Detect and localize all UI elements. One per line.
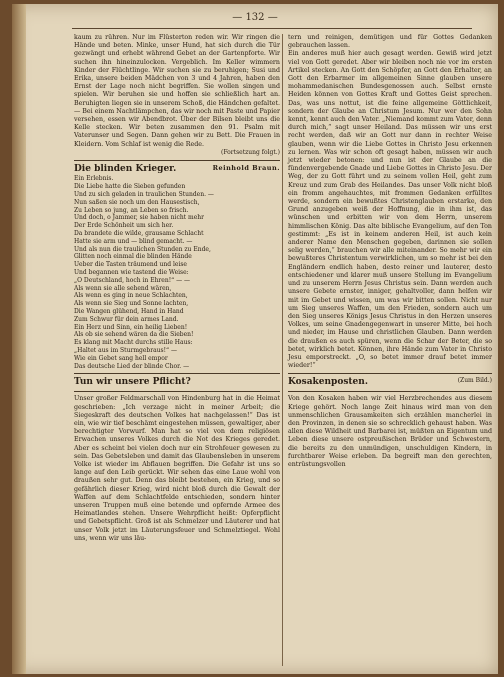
left-column (74, 34, 280, 543)
poem-line: Als ob sie sehend wären da die Sieben! (74, 331, 194, 339)
poem-line: Und zu sich geladen in traulichen Stunden. — (74, 191, 214, 199)
poem-line: Wie ein Gebet sang hell empor (74, 354, 168, 362)
poem-line: Und doch, o Jammer, sie haben nicht mehr (74, 214, 204, 222)
body-paragraph: tern und reinigen, demütigen und für Gottes Gedanken gebrauchen lassen. (288, 34, 492, 50)
section-rule (288, 391, 492, 392)
poem-line: Und als nun die traulichen Stunden zu Ende, (74, 245, 211, 253)
poem-line: Die Liebe hatte die Sieben gefunden (74, 183, 186, 191)
poem-line: Hatte sie arm und — blind gemacht. — (74, 237, 193, 245)
story-attribution: (Zum Bild.) (457, 377, 492, 385)
essay-paragraph: Unser großer Feldmarschall von Hindenburg hat in die Heimat geschrieben: „Ich verzage nicht in meiner Arbeit; die Siegeskraft des deutschen Volkes hat nachgelassen!“ Das ist ein, wie wir tief beschämt eingestehen müssen, gewaltiger, aber berechtigter Vorwurf. Man hat so viel von dem religiösen Erwachen unseres Volkes durch die Not des Krieges geredet. Aber es scheint bei vielen doch nur ein Strohfeuer gewesen zu sein. Das Gebetsleben und damit das Glaubensleben in unserem Volke ist wieder im Abflauen begriffen. Die Gefahr ist uns so lange auf den Leib gerückt. Wir sehen das eine Laue wohl von draußen sehr gut. Denn das bleibt bestehen, ein Krieg, und so gefährlich dieser Krieg, wird nicht bloß durch die Gewalt der Waffen auf dem Schlachtfelde entschieden, sondern hinter unseren Truppen muß eine betende und opfernde Armee des Heimatlandes stehen. Unsere Wehrpflicht heißt: Opferpflicht und Gebetspflicht. Groß ist als Schmelzer und Läuterer und hat unser Volk jetzt im Läuterungsfeuer und Schmelztiegel. Wohl uns, wenn wir uns läu- (74, 395, 280, 542)
poem-line: Der Erde Schönheit um sich her. (74, 222, 174, 230)
book-page (12, 4, 498, 674)
poem-line: „O Deutschland, hoch in Ehren!“ — — (74, 276, 191, 284)
section-rule (74, 373, 280, 374)
poem-line: Ueber die Tasten träumend und leise (74, 261, 187, 269)
poem-subtitle: Ein Erlebnis. (74, 175, 114, 183)
poem-line: „Haltet aus im Sturmgebraus!“ — (74, 346, 178, 354)
story-heading (288, 377, 492, 388)
poem-line: Und begannen wie tastend die Weise: (74, 269, 189, 277)
poem-line: Nun saßen sie noch um den Hausestisch, (74, 198, 200, 206)
poem-line: Das deutsche Lied der blinde Chor. — (74, 362, 190, 370)
poem-heading (74, 164, 280, 175)
poem-line: Glitten noch einmal die blinden Hände (74, 253, 192, 261)
poem-line: Da brandete die wilde, grausame Schlacht (74, 230, 204, 238)
section-rule (288, 373, 492, 374)
page-number: — 132 — (232, 12, 278, 23)
essay-title: Tun wir unsere Pflicht? (74, 377, 191, 388)
header-rule (72, 28, 472, 29)
poem-line: Zum Schwur für dein armes Land. (74, 315, 179, 323)
poem-line: Die Wangen glühend, Hand in Hand (74, 308, 184, 315)
continued-note: (Fortsetzung folgt.) (221, 148, 280, 156)
right-column (288, 34, 492, 469)
poem-line: Als wenn sie alle sehend wären, (74, 284, 172, 292)
poem-line: Es klang mit Macht durchs stille Haus: (74, 339, 193, 347)
story-title: Kosakenposten. (288, 377, 368, 388)
poem-line: Ein Herz und Sinn, ein heilig Lieben! (74, 323, 188, 331)
intro-paragraph: kaum zu rühren. Nur im Flüsterton reden wir. Wir ringen die Hände und beten. Minke, unser Hund, hat sich durch die Tür gezwängt und erhebt während Gebet an der Gartenpforte. Wir suchen ihn hineinzulocken. Vergeblich. Im Keller wimmern Kinder der Flüchtlinge. Wir suchen sie zu beruhigen; Susi und Erika, unsere beiden Mädchen von 3 und 4 Jahren, haben den Ernst der Lage noch nicht begriffen. Sie wollen singen und spielen. Wir beruhen sie und hoffen sie schließlich hart an. Beruhigten liegen sie in unserem Schoß, die Händchen gefaltet. — Bei einem Nachtlämpchen, das wir noch mit Paste und Papier versehen, essen wir Abendbrot. Über der Bilsen bleibt uns die Kelle stecken. Wir beten zusammen den 91. Psalm mit Vaterunser und Segen. Dann gehen wir zu Bett. Die Frauen in Kleidern. Vom Schlaf ist wenig die Rede. (74, 34, 280, 148)
section-rule (74, 391, 280, 392)
book-binding (12, 4, 26, 674)
poem-author: Reinhold Braun. (212, 164, 280, 173)
poem-line: Zu Leben so jung, an Leben so frisch. (74, 206, 189, 214)
section-rule (74, 160, 280, 161)
column-divider (282, 34, 283, 666)
poem-body (74, 183, 280, 370)
poem-line: Als wenn sie Sieg und Sonne lachten, (74, 300, 189, 308)
body-paragraph: Ein anderes muß hier auch gesagt werden. Gewiß wird jetzt viel von Gott geredet. Aber wir bleiben noch nie vor im ersten Artikel stecken. An Gott den Schöpfer, an Gott den Erhalter, an Gott den Erbarmer im allgemeinen Sinne glauben unsere mohammedanischen Bundesgenossen auch. Selbst ernste Heiden können von Gottes Kraft und Gottes Geist sprechen. Das, was uns nottut, ist die feine allgemeine Göttlichkeit, sondern der Glaube an Christum Jesum. Nur wer den Sohn kennt, kennt auch den Vater. „Niemand kommt zum Vater, denn durch mich,“ sagt unser Heiland. Das müssen wir uns erst recht werden, daß wir an Gott nur dann in rechter Weise glauben, wenn wir die Liebe Gottes in Christo Jesu erkennen zu lernen. Was wir schon oft gesagt haben, müssen wir auch jetzt wieder betonen: und nun ist der Glaube an die fündenvergebende Gnade und Liebe Gottes in Christo Jesu. Der Weg, der zu Gott führt und zu seinem vollen Heil, geht zum Kreuz und zum Grab des Heilandes. Das unser Volk nicht bloß ein fromm angehauchtes, mit frommen Gedanken erfülltes werde, sondern ein bewußtes Christenglauben erstarke, den Grund anzugeben weiß der Hoffnung, die in ihm ist, das wünschen und erbitten wir von dem Herrn, unserem himmlischen König. Das alte biblische Evangelium, auf den Ton gestimmt: „Es ist in keinem anderen Heil, ist auch kein anderer Name den Menschen gegeben, darinnen sie sollen selig werden,“ brauchen wir alle miteinander. So mehr wir ein bewußteres Christentum verwirklichen, um so mehr ist bei den Engländern endlich haben, desto reiner und lauterer, desto entschiedener und klarer muß unsere Stellung im Evangelium und zu unserem Herrn Jesus Christus sein. Dann werden auch unsere Gebete ernster, inniger, gehaltvoller, dann helfen wir mit im Gebet und wissen, um was wir bitten sollen. Nicht nur um Sieg unseres Waffen, um den Frieden, sondern auch um den Sieg unseres Königs Jesus Christus in den Herzen unseres Volkes, um seine Gnadengegenwart in unserer Mitte, bei hoch und nieder, im Hause und christlichen Glauben. Dann werden die draußen es auch spüren, wenn die Schar der Beter, die so betet, wirklich betet. Können, ihre Hände zum Vater in Christo Jesu emporstreckt. „O, so betet immer drauf betet immer wieder!“ (288, 50, 492, 370)
poem-title: Die blinden Krieger. (74, 164, 177, 175)
poem-line: Als wenn es ging in neue Schlachten, (74, 292, 188, 300)
story-paragraph: Von den Kosaken haben wir viel Herzbrechendes aus diesem Kriege gehört. Noch lange Zeit hinaus wird man von den unmenschlichen Grausamkeiten sich erzählen mancherlei in den Provinzen, in denen sie so schrecklich gehaust haben. Was allen diese Wildheit und Barbarei ist, müßten an Eigentum und Leben diese unsere ostpreußischen Brüder und Schwestern, die bereits zu den unmündigen, unschuldigen Kindern, in furchtbarer Weise erleben. Da begreift man den gerechten, entrüstungsvollen (288, 395, 492, 468)
